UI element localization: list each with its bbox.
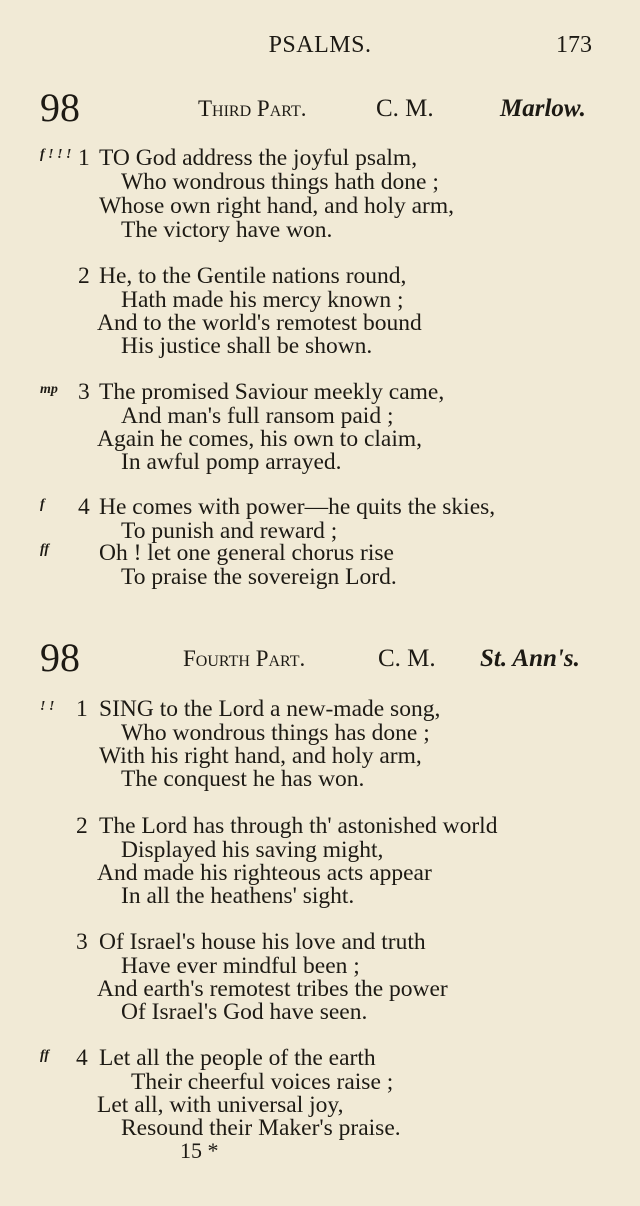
- verse-number: 1: [78, 145, 90, 171]
- verse-line: Their cheerful voices raise ;: [131, 1069, 394, 1095]
- verse-number: 4: [78, 494, 90, 520]
- verse-line: Let all the people of the earth: [99, 1045, 376, 1071]
- verse-line: The promised Saviour meekly came,: [99, 379, 445, 405]
- verse-line: Oh ! let one general chorus rise: [99, 540, 394, 566]
- hymn-tune: St. Ann's.: [480, 645, 580, 672]
- verse-number: 3: [78, 379, 90, 405]
- dynamic-mark: ff: [40, 542, 50, 557]
- verse-line: The conquest he has won.: [121, 766, 365, 792]
- hymn-number: 98: [40, 85, 80, 130]
- verse-line: TO God address the joyful psalm,: [99, 145, 418, 171]
- dynamic-mark: ff: [40, 1048, 50, 1063]
- verse-line: Resound their Maker's praise.: [121, 1115, 401, 1141]
- hymn-part: Fourth Part.: [183, 646, 306, 671]
- verse-number: 3: [76, 929, 88, 955]
- dynamic-mark: f: [40, 497, 45, 512]
- verse-line: Whose own right hand, and holy arm,: [99, 193, 455, 219]
- signature-mark: 15 *: [180, 1138, 219, 1163]
- verse-line: Hath made his mercy known ;: [121, 287, 404, 313]
- verse-line: And to the world's remotest bound: [97, 310, 422, 336]
- dynamic-mark: ! !: [40, 699, 55, 714]
- verse-number: 4: [76, 1045, 88, 1071]
- verse-line: Displayed his saving might,: [121, 837, 384, 863]
- verse-line: The Lord has through th' astonished world: [99, 813, 498, 839]
- verse-line: Of Israel's God have seen.: [121, 999, 368, 1025]
- hymn-part: Third Part.: [198, 96, 307, 121]
- verse-number: 1: [76, 696, 88, 722]
- verse-line: Again he comes, his own to claim,: [97, 426, 423, 452]
- verse-line: To praise the sovereign Lord.: [121, 564, 397, 590]
- page-number: 173: [556, 32, 592, 58]
- dynamic-mark: f ! ! !: [40, 147, 72, 162]
- hymn-meter: C. M.: [376, 95, 434, 122]
- dynamic-mark: mp: [40, 382, 58, 397]
- verse-line: To punish and reward ;: [121, 518, 338, 544]
- hymn-tune: Marlow.: [500, 95, 586, 122]
- hymn-heading: [0, 635, 640, 682]
- verse-number: 2: [78, 263, 90, 289]
- verse-number: 2: [76, 813, 88, 839]
- verse-line: His justice shall be shown.: [121, 333, 373, 359]
- running-head: [0, 32, 640, 62]
- running-title: PSALMS.: [268, 32, 372, 58]
- verse-line: And earth's remotest tribes the power: [97, 976, 448, 1002]
- hymn-number: 98: [40, 635, 80, 680]
- verse-line: Who wondrous things has done ;: [121, 720, 430, 746]
- hymn-heading: [0, 85, 640, 132]
- verse-line: SING to the Lord a new-made song,: [99, 696, 441, 722]
- verse-line: In awful pomp arrayed.: [121, 449, 342, 475]
- verse-line: Let all, with universal joy,: [97, 1092, 344, 1118]
- verse-line: Have ever mindful been ;: [121, 953, 360, 979]
- verse-line: He comes with power—he quits the skies,: [99, 494, 496, 520]
- verse-line: He, to the Gentile nations round,: [99, 263, 407, 289]
- verse-line: And made his righteous acts appear: [97, 860, 432, 886]
- verse-line: Of Israel's house his love and truth: [99, 929, 426, 955]
- verse-line: Who wondrous things hath done ;: [121, 169, 439, 195]
- verse-line: The victory have won.: [121, 217, 333, 243]
- hymn-meter: C. M.: [378, 645, 436, 672]
- verse-line: In all the heathens' sight.: [121, 883, 355, 909]
- verse-line: With his right hand, and holy arm,: [99, 743, 422, 769]
- verse-line: And man's full ransom paid ;: [121, 403, 394, 429]
